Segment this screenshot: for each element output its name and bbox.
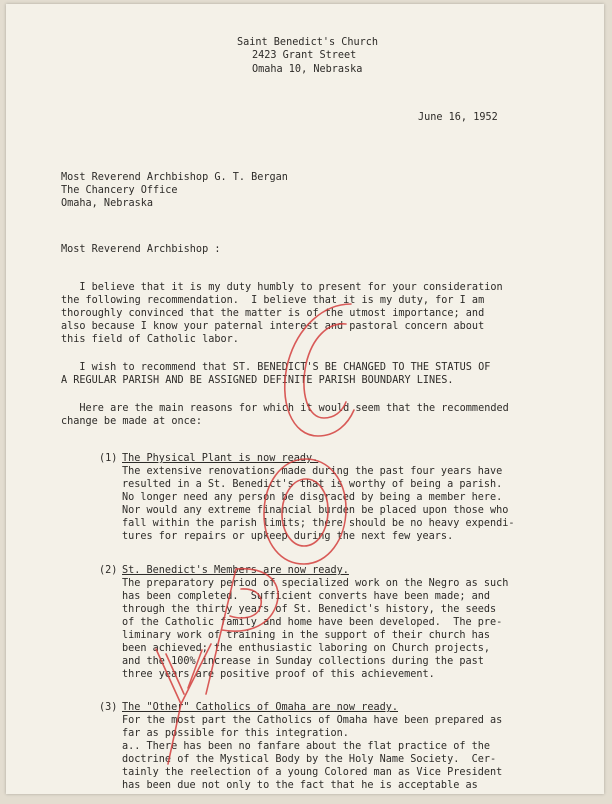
recipient-name: Most Reverend Archbishop G. T. Bergan <box>61 172 288 183</box>
reason-3-line: tainly the reelection of a young Colored man as Vice President <box>122 767 503 778</box>
paragraph1-line: I believe that it is my duty humbly to present for your consideration <box>61 282 503 293</box>
reason-1-line: The extensive renovations made during the past four years have <box>122 466 503 477</box>
recipient-city: Omaha, Nebraska <box>61 198 154 209</box>
reason-2-heading: St. Benedict's Members are now ready. <box>122 565 349 576</box>
paragraph1-line: this field of Catholic labor. <box>61 334 239 345</box>
reason-1-line: resulted in a St. Benedict's that is worthy of being a parish. <box>122 479 503 490</box>
reason-3-line: For the most part the Catholics of Omaha have been prepared as <box>122 715 503 726</box>
reason-3-line: a.. There has been no fanfare about the flat practice of the <box>122 741 491 752</box>
reason-1-heading: The Physical Plant is now ready. <box>122 453 319 464</box>
salutation: Most Reverend Archbishop : <box>61 244 221 255</box>
reason-2-line: liminary work of training in the support of their church has <box>122 630 491 641</box>
paragraph1-line: also because I know your paternal interest and pastoral concern about <box>61 321 485 332</box>
paragraph2-line: I wish to recommend that ST. BENEDICT'S BE CHANGED TO THE STATUS OF <box>61 362 491 373</box>
paragraph3-line: change be made at once: <box>61 416 203 427</box>
reason-1-line: fall within the parish limits; there should be no heavy expendi- <box>122 518 515 529</box>
reason-1-line: tures for repairs or upkeep during the next few years. <box>122 531 454 542</box>
reason-3-line: has been due not only to the fact that he is acceptable as <box>122 780 478 791</box>
reason-2-line: been achieved; the enthusiastic laboring on Church projects, <box>122 643 491 654</box>
letter-date: June 16, 1952 <box>418 112 498 123</box>
reason-2-line: of the Catholic family and home have been developed. The pre- <box>122 617 503 628</box>
paragraph3-line: Here are the main reasons for which it would seem that the recommended <box>61 403 509 414</box>
reason-2-line: The preparatory period of specialized work on the Negro as such <box>122 578 509 589</box>
reason-2-number: (2) <box>99 565 118 576</box>
reason-1-line: No longer need any person be disgraced by being a member here. <box>122 492 503 503</box>
reason-2-line: and the 100% increase in Sunday collections during the past <box>122 656 484 667</box>
letter-page <box>6 4 604 794</box>
reason-2-line: three years are positive proof of this achievement. <box>122 669 435 680</box>
reason-2-line: through the thirty years of St. Benedict's history, the seeds <box>122 604 497 615</box>
letterhead-name: Saint Benedict's Church <box>237 37 379 48</box>
paragraph1-line: the following recommendation. I believe that it is my duty, for I am <box>61 295 485 306</box>
reason-3-line: far as possible for this integration. <box>122 728 349 739</box>
reason-3-number: (3) <box>99 702 118 713</box>
paragraph2-line: A REGULAR PARISH AND BE ASSIGNED DEFINITE PARISH BOUNDARY LINES. <box>61 375 454 386</box>
letterhead-city: Omaha 10, Nebraska <box>252 64 363 75</box>
letterhead-street: 2423 Grant Street <box>252 50 357 61</box>
reason-1-number: (1) <box>99 453 118 464</box>
reason-1-line: Nor would any extreme financial burden be placed upon those who <box>122 505 509 516</box>
paragraph1-line: thoroughly convinced that the matter is of the utmost importance; and <box>61 308 485 319</box>
reason-3-line: doctrine of the Mystical Body by the Holy Name Society. Cer- <box>122 754 497 765</box>
recipient-office: The Chancery Office <box>61 185 178 196</box>
reason-2-line: has been completed. Sufficient converts have been made; and <box>122 591 491 602</box>
reason-3-heading: The "Other" Catholics of Omaha are now ready. <box>122 702 399 713</box>
